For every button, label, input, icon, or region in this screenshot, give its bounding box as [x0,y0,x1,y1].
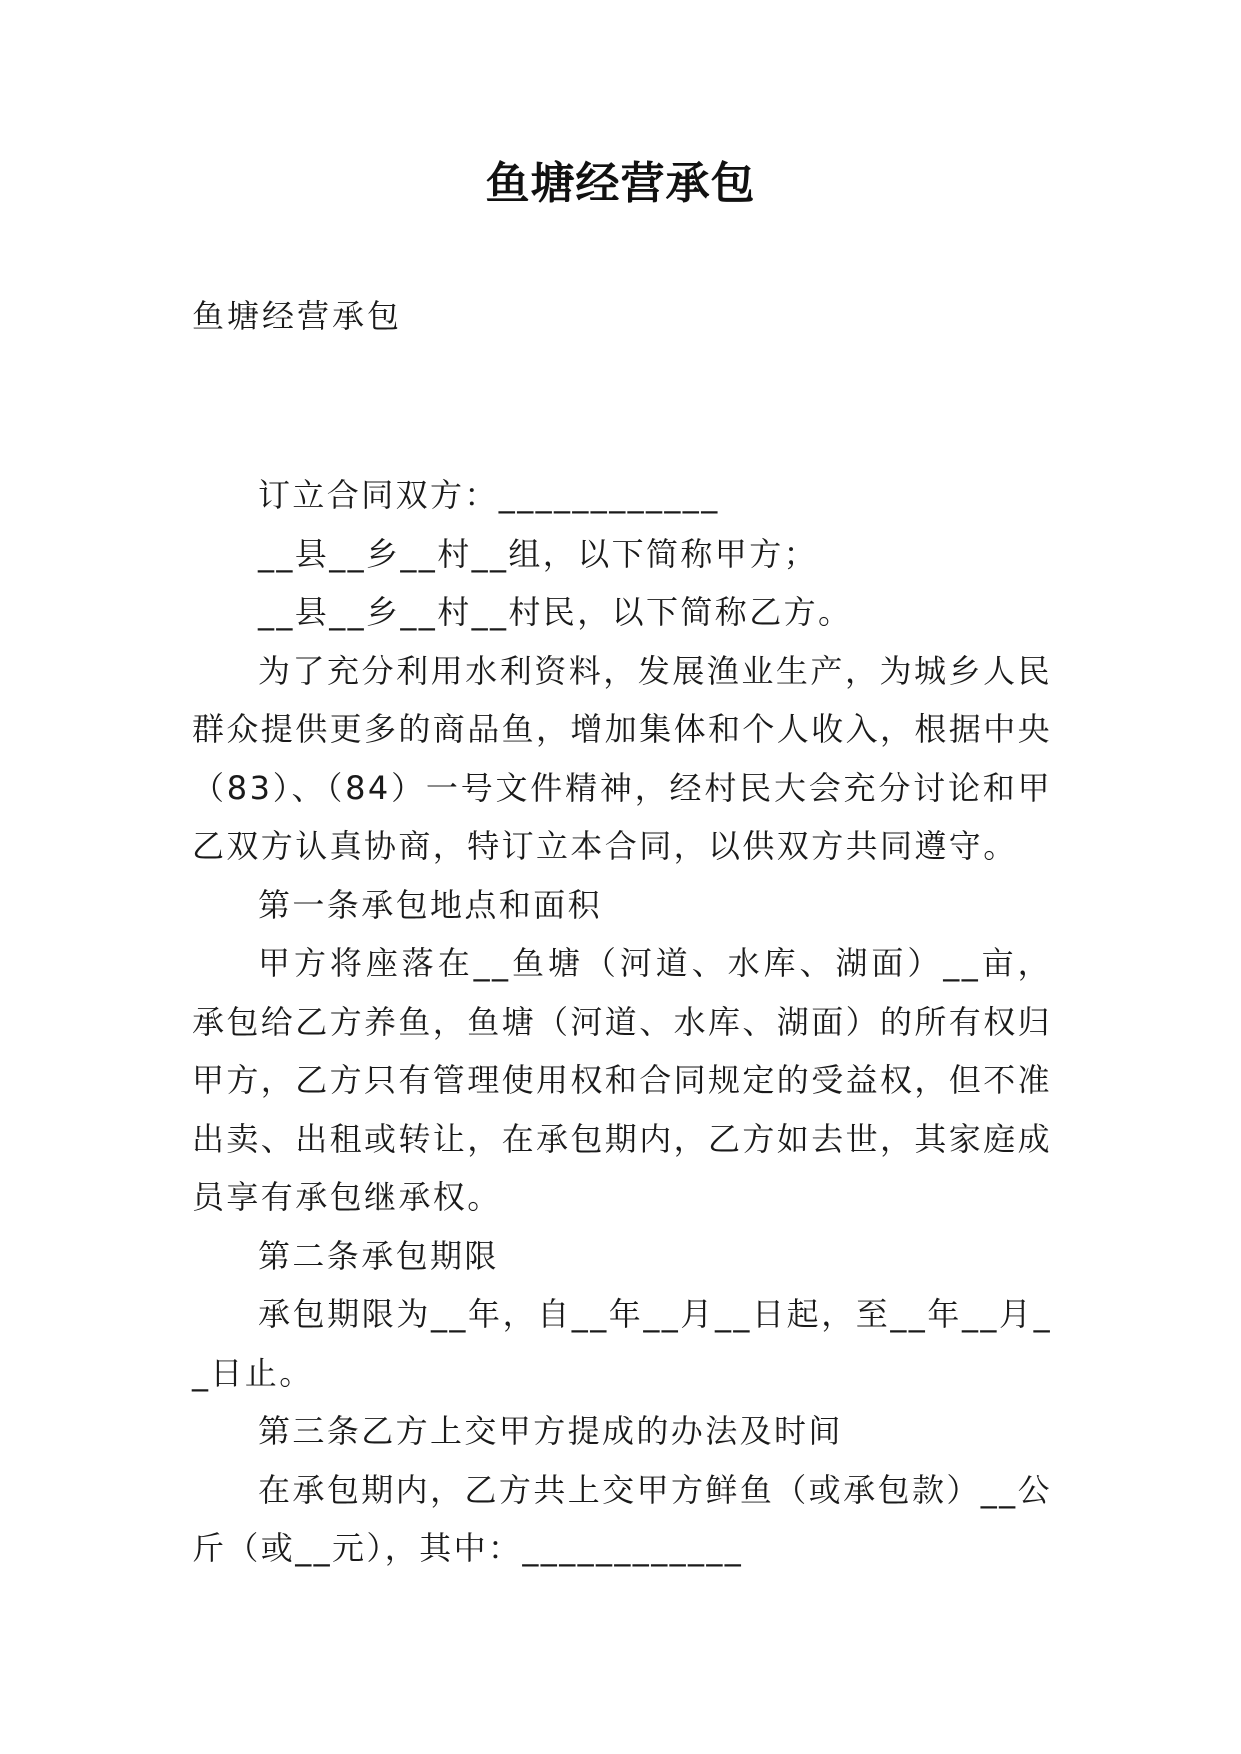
document-title: 鱼塘经营承包 [485,158,756,209]
document-subtitle: 鱼塘经营承包 [192,297,403,335]
article-2-heading: 第二条承包期限 [258,1236,499,1275]
article-1-body: 甲方将座落在__鱼塘（河道、水库、湖面）__亩，承包给乙方养鱼，鱼塘（河道、水库、湖面）的所有权归甲方，乙方只有管理使用权和合同规定的受益权，但不准出卖、出租或转让，在承包期内，乙方如去世，其家庭成员享有承包继承权。 [192,944,1053,1216]
paragraph-party-b: __县__乡__村__村民，以下简称乙方。 [258,593,853,631]
article-2-body: 承包期限为__年，自__年__月__日起，至__年__月__日止。 [192,1295,1052,1392]
paragraph-party-a: __县__乡__村__组，以下简称甲方； [258,534,819,573]
paragraph-parties-intro: 订立合同双方：____________ [258,476,720,514]
article-1-heading: 第一条承包地点和面积 [258,885,603,924]
article-3-body: 在承包期内，乙方共上交甲方鲜鱼（或承包款）__公斤（或__元），其中：____________ [192,1470,1052,1567]
contract-body [192,466,1052,1578]
article-3-heading: 第三条乙方上交甲方提成的办法及时间 [258,1412,843,1450]
paragraph-purpose: 为了充分利用水利资料，发展渔业生产，为城乡人民群众提供更多的商品鱼，增加集体和个人收入，根据中央（83）、（84）一号文件精神，经村民大会充分讨论和甲乙双方认真协商，特订立本合同，以供双方共同遵守。 [192,651,1053,865]
